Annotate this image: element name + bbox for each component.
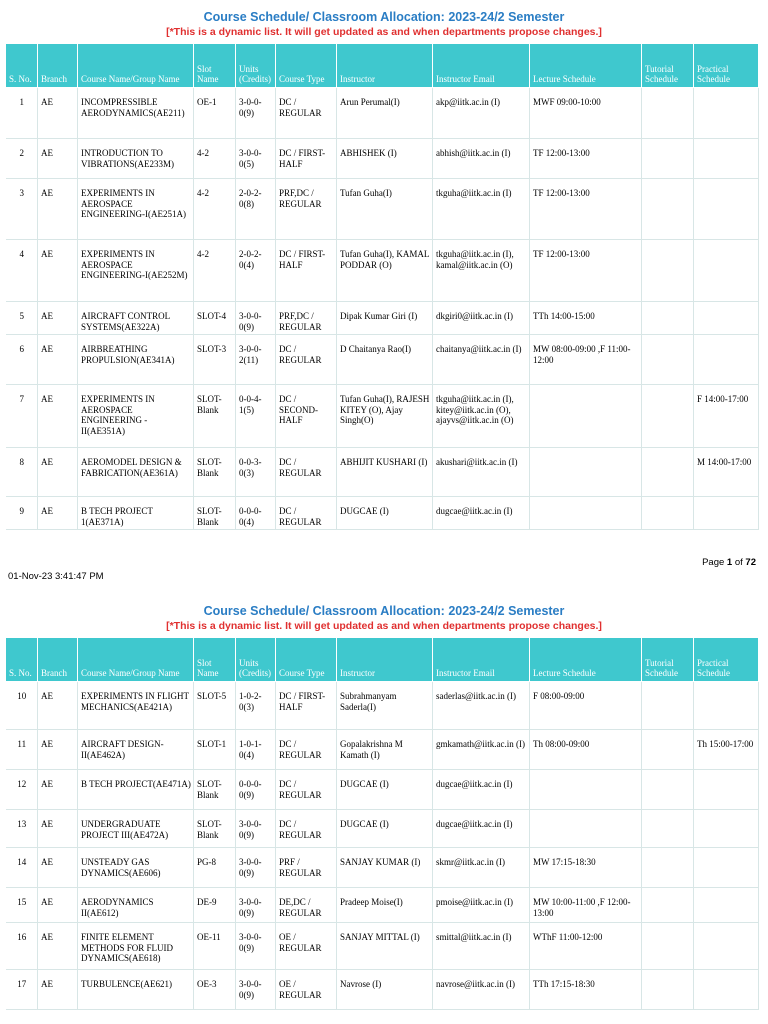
header-slot: Slot Name	[194, 44, 236, 88]
cell-practical	[694, 302, 759, 335]
table-row	[6, 923, 759, 970]
cell-practical	[694, 335, 759, 385]
cell-type: OE / REGULAR	[276, 923, 337, 970]
header-sno: S. No.	[6, 638, 38, 682]
cell-tutorial	[642, 88, 694, 139]
cell-practical	[694, 139, 759, 179]
cell-type: DC / REGULAR	[276, 770, 337, 810]
cell-branch: AE	[38, 810, 78, 848]
dynamic-list-note: [*This is a dynamic list. It will get updated as and when departments propose changes.]	[166, 620, 602, 632]
cell-lecture: WThF 11:00-12:00	[530, 923, 642, 970]
cell-type: OE / REGULAR	[276, 970, 337, 1010]
header-instructor: Instructor	[337, 638, 433, 682]
cell-instructor: Tufan Guha(I), KAMAL PODDAR (O)	[337, 240, 433, 302]
cell-tutorial	[642, 923, 694, 970]
cell-email: gmkamath@iitk.ac.in (I)	[433, 730, 530, 770]
cell-course: B TECH PROJECT 1(AE371A)	[78, 497, 194, 530]
cell-type: DC / REGULAR	[276, 448, 337, 497]
cell-email: abhish@iitk.ac.in (I)	[433, 139, 530, 179]
cell-email: akushari@iitk.ac.in (I)	[433, 448, 530, 497]
cell-type: DE,DC / REGULAR	[276, 888, 337, 923]
cell-tutorial	[642, 240, 694, 302]
cell-instructor: SANJAY MITTAL (I)	[337, 923, 433, 970]
cell-practical	[694, 682, 759, 730]
cell-branch: AE	[38, 335, 78, 385]
cell-units: 3-0-0-0(9)	[236, 848, 276, 888]
page-title: Course Schedule/ Classroom Allocation: 2023-24/2 Semester	[203, 10, 565, 24]
cell-course: AIRCRAFT DESIGN-II(AE462A)	[78, 730, 194, 770]
cell-units: 0-0-0-0(9)	[236, 770, 276, 810]
cell-lecture: MW 10:00-11:00 ,F 12:00-13:00	[530, 888, 642, 923]
cell-email: saderlas@iitk.ac.in (I)	[433, 682, 530, 730]
cell-lecture: TF 12:00-13:00	[530, 179, 642, 240]
cell-tutorial	[642, 385, 694, 448]
cell-instructor: DUGCAE (I)	[337, 770, 433, 810]
cell-course: UNSTEADY GAS DYNAMICS(AE606)	[78, 848, 194, 888]
cell-sno: 8	[6, 448, 38, 497]
cell-sno: 12	[6, 770, 38, 810]
cell-email: tkguha@iitk.ac.in (I), kamal@iitk.ac.in (O)	[433, 240, 530, 302]
cell-instructor: D Chaitanya Rao(I)	[337, 335, 433, 385]
cell-tutorial	[642, 448, 694, 497]
cell-units: 3-0-0-0(9)	[236, 970, 276, 1010]
cell-slot: 4-2	[194, 240, 236, 302]
cell-sno: 6	[6, 335, 38, 385]
cell-email: smittal@iitk.ac.in (I)	[433, 923, 530, 970]
cell-instructor: DUGCAE (I)	[337, 497, 433, 530]
cell-sno: 3	[6, 179, 38, 240]
cell-instructor: Navrose (I)	[337, 970, 433, 1010]
cell-lecture	[530, 770, 642, 810]
cell-practical: Th 15:00-17:00	[694, 730, 759, 770]
cell-slot: 4-2	[194, 179, 236, 240]
table-row	[6, 497, 759, 530]
cell-units: 3-0-0-0(5)	[236, 139, 276, 179]
cell-practical	[694, 240, 759, 302]
cell-slot: DE-9	[194, 888, 236, 923]
cell-sno: 10	[6, 682, 38, 730]
cell-tutorial	[642, 335, 694, 385]
cell-sno: 7	[6, 385, 38, 448]
cell-units: 3-0-0-0(9)	[236, 810, 276, 848]
cell-units: 2-0-2-0(8)	[236, 179, 276, 240]
cell-instructor: Arun Perumal(I)	[337, 88, 433, 139]
cell-lecture	[530, 810, 642, 848]
cell-units: 0-0-3-0(3)	[236, 448, 276, 497]
cell-lecture: Th 08:00-09:00	[530, 730, 642, 770]
table-row	[6, 970, 759, 1010]
header-practical: Practical Schedule	[694, 44, 759, 88]
table-row	[6, 385, 759, 448]
cell-type: DC / SECOND-HALF	[276, 385, 337, 448]
cell-practical	[694, 888, 759, 923]
cell-practical: F 14:00-17:00	[694, 385, 759, 448]
cell-tutorial	[642, 497, 694, 530]
table-row	[6, 302, 759, 335]
schedule-table-page-1	[5, 43, 759, 530]
cell-type: PRF / REGULAR	[276, 848, 337, 888]
cell-branch: AE	[38, 682, 78, 730]
cell-tutorial	[642, 888, 694, 923]
cell-branch: AE	[38, 923, 78, 970]
cell-instructor: Subrahmanyam Saderla(I)	[337, 682, 433, 730]
cell-practical	[694, 179, 759, 240]
cell-course: UNDERGRADUATE PROJECT III(AE472A)	[78, 810, 194, 848]
cell-course: AIRBREATHING PROPULSION(AE341A)	[78, 335, 194, 385]
cell-type: PRF,DC / REGULAR	[276, 179, 337, 240]
cell-course: EXPERIMENTS IN AEROSPACE ENGINEERING - II(AE351A)	[78, 385, 194, 448]
cell-email: chaitanya@iitk.ac.in (I)	[433, 335, 530, 385]
cell-slot: SLOT-Blank	[194, 385, 236, 448]
cell-branch: AE	[38, 448, 78, 497]
cell-type: DC / REGULAR	[276, 88, 337, 139]
table-row	[6, 810, 759, 848]
header-lecture: Lecture Schedule	[530, 44, 642, 88]
cell-slot: OE-11	[194, 923, 236, 970]
cell-slot: SLOT-5	[194, 682, 236, 730]
cell-sno: 11	[6, 730, 38, 770]
schedule-table-page-2	[5, 637, 759, 1010]
cell-tutorial	[642, 179, 694, 240]
cell-units: 2-0-2-0(4)	[236, 240, 276, 302]
cell-lecture: TTh 14:00-15:00	[530, 302, 642, 335]
header-course: Course Name/Group Name	[78, 638, 194, 682]
cell-practical	[694, 848, 759, 888]
cell-course: INTRODUCTION TO VIBRATIONS(AE233M)	[78, 139, 194, 179]
cell-slot: SLOT-3	[194, 335, 236, 385]
cell-sno: 16	[6, 923, 38, 970]
cell-email: dugcae@iitk.ac.in (I)	[433, 810, 530, 848]
table-row	[6, 335, 759, 385]
cell-lecture: MW 17:15-18:30	[530, 848, 642, 888]
cell-slot: SLOT-1	[194, 730, 236, 770]
cell-email: dkgiri0@iitk.ac.in (I)	[433, 302, 530, 335]
cell-instructor: Pradeep Moise(I)	[337, 888, 433, 923]
cell-practical	[694, 497, 759, 530]
header-units: Units (Credits)	[236, 44, 276, 88]
table-row	[6, 139, 759, 179]
table-header-row	[6, 44, 759, 88]
cell-type: DC / REGULAR	[276, 335, 337, 385]
cell-branch: AE	[38, 240, 78, 302]
table-header-row	[6, 638, 759, 682]
cell-units: 3-0-0-2(11)	[236, 335, 276, 385]
cell-tutorial	[642, 302, 694, 335]
cell-units: 3-0-0-0(9)	[236, 923, 276, 970]
header-email: Instructor Email	[433, 44, 530, 88]
cell-units: 0-0-4-1(5)	[236, 385, 276, 448]
cell-practical	[694, 970, 759, 1010]
cell-email: tkguha@iitk.ac.in (I)	[433, 179, 530, 240]
print-timestamp: 01-Nov-23 3:41:47 PM	[8, 571, 104, 582]
cell-sno: 4	[6, 240, 38, 302]
cell-sno: 13	[6, 810, 38, 848]
header-branch: Branch	[38, 638, 78, 682]
header-tutorial: Tutorial Schedule	[642, 638, 694, 682]
cell-instructor: Tufan Guha(I), RAJESH KITEY (O), Ajay Singh(O)	[337, 385, 433, 448]
cell-practical	[694, 770, 759, 810]
table-row	[6, 448, 759, 497]
cell-units: 3-0-0-0(9)	[236, 888, 276, 923]
cell-tutorial	[642, 139, 694, 179]
table-row	[6, 888, 759, 923]
cell-sno: 2	[6, 139, 38, 179]
cell-course: FINITE ELEMENT METHODS FOR FLUID DYNAMICS(AE618)	[78, 923, 194, 970]
cell-type: DC / REGULAR	[276, 497, 337, 530]
cell-sno: 15	[6, 888, 38, 923]
cell-units: 3-0-0-0(9)	[236, 88, 276, 139]
cell-lecture: MWF 09:00-10:00	[530, 88, 642, 139]
cell-email: dugcae@iitk.ac.in (I)	[433, 497, 530, 530]
cell-course: TURBULENCE(AE621)	[78, 970, 194, 1010]
cell-course: B TECH PROJECT(AE471A)	[78, 770, 194, 810]
cell-lecture: TTh 17:15-18:30	[530, 970, 642, 1010]
cell-practical	[694, 88, 759, 139]
cell-type: PRF,DC / REGULAR	[276, 302, 337, 335]
cell-course: EXPERIMENTS IN FLIGHT MECHANICS(AE421A)	[78, 682, 194, 730]
cell-sno: 9	[6, 497, 38, 530]
cell-lecture: F 08:00-09:00	[530, 682, 642, 730]
table-row	[6, 848, 759, 888]
cell-lecture: TF 12:00-13:00	[530, 139, 642, 179]
header-type: Course Type	[276, 44, 337, 88]
cell-slot: OE-3	[194, 970, 236, 1010]
cell-practical	[694, 810, 759, 848]
cell-slot: SLOT-Blank	[194, 770, 236, 810]
cell-email: dugcae@iitk.ac.in (I)	[433, 770, 530, 810]
cell-email: tkguha@iitk.ac.in (I), kitey@iitk.ac.in (O), ajayvs@iitk.ac.in (O)	[433, 385, 530, 448]
cell-units: 1-0-2-0(3)	[236, 682, 276, 730]
cell-branch: AE	[38, 848, 78, 888]
cell-sno: 17	[6, 970, 38, 1010]
cell-sno: 14	[6, 848, 38, 888]
cell-course: EXPERIMENTS IN AEROSPACE ENGINEERING-I(AE251A)	[78, 179, 194, 240]
header-course: Course Name/Group Name	[78, 44, 194, 88]
cell-practical	[694, 923, 759, 970]
cell-instructor: SANJAY KUMAR (I)	[337, 848, 433, 888]
page-number: Page 1 of 72	[702, 557, 756, 568]
cell-branch: AE	[38, 302, 78, 335]
cell-lecture	[530, 448, 642, 497]
cell-slot: OE-1	[194, 88, 236, 139]
cell-branch: AE	[38, 139, 78, 179]
cell-lecture: MW 08:00-09:00 ,F 11:00-12:00	[530, 335, 642, 385]
header-instructor: Instructor	[337, 44, 433, 88]
header-units: Units (Credits)	[236, 638, 276, 682]
cell-email: pmoise@iitk.ac.in (I)	[433, 888, 530, 923]
header-lecture: Lecture Schedule	[530, 638, 642, 682]
cell-instructor: ABHISHEK (I)	[337, 139, 433, 179]
cell-instructor: Dipak Kumar Giri (I)	[337, 302, 433, 335]
cell-slot: SLOT-4	[194, 302, 236, 335]
cell-units: 1-0-1-0(4)	[236, 730, 276, 770]
cell-units: 0-0-0-0(4)	[236, 497, 276, 530]
cell-lecture	[530, 497, 642, 530]
cell-course: INCOMPRESSIBLE AERODYNAMICS(AE211)	[78, 88, 194, 139]
cell-email: navrose@iitk.ac.in (I)	[433, 970, 530, 1010]
header-practical: Practical Schedule	[694, 638, 759, 682]
cell-sno: 5	[6, 302, 38, 335]
table-row	[6, 682, 759, 730]
cell-course: AEROMODEL DESIGN & FABRICATION(AE361A)	[78, 448, 194, 497]
cell-type: DC / FIRST-HALF	[276, 240, 337, 302]
cell-email: skmr@iitk.ac.in (I)	[433, 848, 530, 888]
cell-instructor: Tufan Guha(I)	[337, 179, 433, 240]
cell-tutorial	[642, 730, 694, 770]
cell-instructor: Gopalakrishna M Kamath (I)	[337, 730, 433, 770]
cell-slot: SLOT-Blank	[194, 810, 236, 848]
cell-instructor: ABHIJIT KUSHARI (I)	[337, 448, 433, 497]
cell-tutorial	[642, 682, 694, 730]
cell-tutorial	[642, 770, 694, 810]
cell-sno: 1	[6, 88, 38, 139]
cell-slot: SLOT-Blank	[194, 497, 236, 530]
cell-lecture: TF 12:00-13:00	[530, 240, 642, 302]
cell-course: AERODYNAMICS II(AE612)	[78, 888, 194, 923]
cell-slot: PG-8	[194, 848, 236, 888]
dynamic-list-note: [*This is a dynamic list. It will get updated as and when departments propose changes.]	[166, 26, 602, 38]
cell-branch: AE	[38, 179, 78, 240]
cell-branch: AE	[38, 497, 78, 530]
cell-branch: AE	[38, 970, 78, 1010]
cell-lecture	[530, 385, 642, 448]
cell-units: 3-0-0-0(9)	[236, 302, 276, 335]
cell-type: DC / FIRST-HALF	[276, 139, 337, 179]
cell-branch: AE	[38, 730, 78, 770]
cell-branch: AE	[38, 770, 78, 810]
table-row	[6, 730, 759, 770]
cell-tutorial	[642, 810, 694, 848]
table-row	[6, 770, 759, 810]
header-email: Instructor Email	[433, 638, 530, 682]
table-row	[6, 179, 759, 240]
header-tutorial: Tutorial Schedule	[642, 44, 694, 88]
cell-instructor: DUGCAE (I)	[337, 810, 433, 848]
cell-type: DC / REGULAR	[276, 730, 337, 770]
header-slot: Slot Name	[194, 638, 236, 682]
table-row	[6, 88, 759, 139]
header-branch: Branch	[38, 44, 78, 88]
cell-branch: AE	[38, 888, 78, 923]
cell-tutorial	[642, 970, 694, 1010]
cell-slot: 4-2	[194, 139, 236, 179]
cell-branch: AE	[38, 385, 78, 448]
cell-email: akp@iitk.ac.in (I)	[433, 88, 530, 139]
header-type: Course Type	[276, 638, 337, 682]
cell-course: AIRCRAFT CONTROL SYSTEMS(AE322A)	[78, 302, 194, 335]
cell-slot: SLOT-Blank	[194, 448, 236, 497]
cell-branch: AE	[38, 88, 78, 139]
header-sno: S. No.	[6, 44, 38, 88]
table-row	[6, 240, 759, 302]
cell-practical: M 14:00-17:00	[694, 448, 759, 497]
cell-tutorial	[642, 848, 694, 888]
cell-course: EXPERIMENTS IN AEROSPACE ENGINEERING-I(AE252M)	[78, 240, 194, 302]
cell-type: DC / FIRST-HALF	[276, 682, 337, 730]
cell-type: DC / REGULAR	[276, 810, 337, 848]
page-title: Course Schedule/ Classroom Allocation: 2023-24/2 Semester	[203, 604, 565, 618]
